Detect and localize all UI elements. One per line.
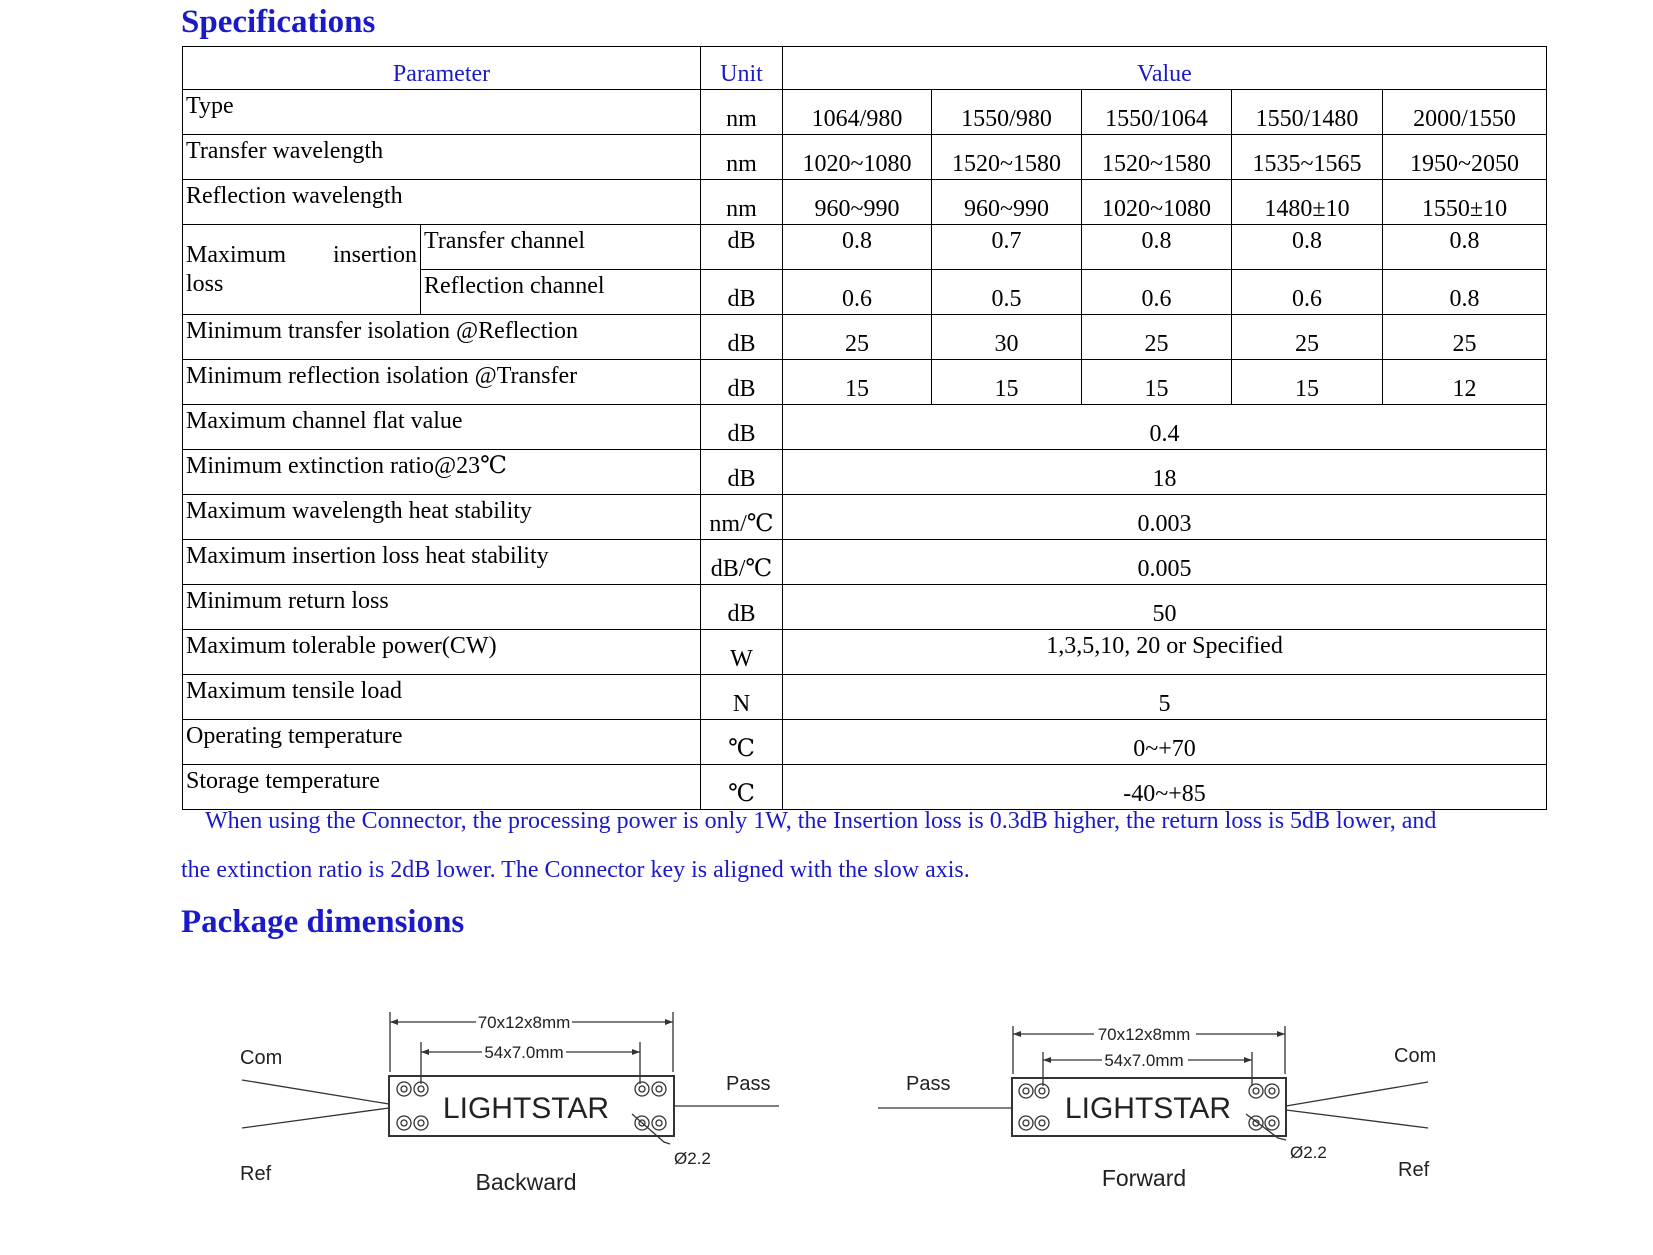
row-label: Transfer wavelength — [183, 135, 701, 180]
backward-diagram — [234, 1000, 794, 1200]
row-unit: dB — [701, 270, 783, 315]
row-label: Maximum channel flat value — [183, 405, 701, 450]
table-row — [183, 540, 1547, 585]
table-row — [183, 495, 1547, 540]
row-label: Type — [183, 90, 701, 135]
backward-port-ref: Ref — [240, 1163, 272, 1185]
value-cell: 0.6 — [1232, 270, 1383, 315]
value-cell: 960~990 — [932, 180, 1082, 225]
value-cell: 15 — [932, 360, 1082, 405]
value-cell: 0.8 — [783, 225, 932, 270]
forward-caption: Forward — [1101, 1165, 1187, 1191]
row-unit: nm — [701, 90, 783, 135]
backward-port-com: Com — [240, 1047, 283, 1069]
mil-label-word: insertion — [333, 241, 417, 268]
value-cell: 25 — [1232, 315, 1383, 360]
value-cell: 1950~2050 — [1383, 135, 1547, 180]
table-row — [183, 765, 1547, 810]
value-cell: 25 — [1383, 315, 1547, 360]
row-label: Reflection wavelength — [183, 180, 701, 225]
mil-label-word: Maximum — [186, 241, 286, 268]
sub-row-label: Reflection channel — [421, 270, 701, 315]
header-parameter: Parameter — [183, 47, 701, 90]
table-header-row — [183, 47, 1547, 90]
forward-dim-outer: 70x12x8mm — [1097, 1025, 1191, 1044]
value-cell: 1550/980 — [932, 90, 1082, 135]
row-label: Maximum tensile load — [183, 675, 701, 720]
value-cell: 1550/1480 — [1232, 90, 1383, 135]
table-row — [183, 405, 1547, 450]
connector-note-line1: When using the Connector, the processing power is only 1W, the Insertion loss is 0.3dB higher, the return loss is 5dB lower, and — [205, 808, 1437, 834]
header-unit: Unit — [701, 47, 783, 90]
value-cell: 15 — [1082, 360, 1232, 405]
value-cell: 30 — [932, 315, 1082, 360]
value-cell: 1480±10 — [1232, 180, 1383, 225]
value-cell: 2000/1550 — [1383, 90, 1547, 135]
value-cell: 18 — [783, 450, 1547, 495]
row-label: Maximum insertion loss heat stability — [183, 540, 701, 585]
forward-dim-inner: 54x7.0mm — [1104, 1051, 1184, 1070]
backward-brand-label: LIGHTSTAR — [442, 1092, 610, 1125]
row-label: Minimum reflection isolation @Transfer — [183, 360, 701, 405]
value-cell: 15 — [1232, 360, 1383, 405]
forward-port-ref: Ref — [1398, 1159, 1430, 1181]
table-row — [183, 630, 1547, 675]
row-unit: nm/℃ — [701, 495, 783, 540]
value-cell: 25 — [1082, 315, 1232, 360]
backward-port-pass: Pass — [726, 1073, 771, 1095]
row-unit: nm — [701, 180, 783, 225]
value-cell: 0.8 — [1383, 225, 1547, 270]
backward-dim-inner: 54x7.0mm — [484, 1043, 564, 1062]
backward-dim-outer: 70x12x8mm — [477, 1013, 571, 1032]
value-cell: 0.6 — [1082, 270, 1232, 315]
table-row — [183, 180, 1547, 225]
max-insertion-loss-label — [183, 225, 421, 315]
row-unit: ℃ — [701, 720, 783, 765]
value-cell: 1,3,5,10, 20 or Specified — [783, 630, 1547, 675]
row-label: Operating temperature — [183, 720, 701, 765]
row-unit: dB — [701, 315, 783, 360]
backward-caption: Backward — [475, 1169, 577, 1195]
value-cell: 0.4 — [783, 405, 1547, 450]
backward-diagram-svg — [234, 1000, 794, 1200]
row-unit: nm — [701, 135, 783, 180]
value-cell: 0~+70 — [783, 720, 1547, 765]
specifications-table — [182, 46, 1547, 810]
specifications-heading: Specifications — [181, 4, 376, 40]
table-row — [183, 675, 1547, 720]
row-unit: dB — [701, 450, 783, 495]
row-label: Minimum extinction ratio@23℃ — [183, 450, 701, 495]
mil-label-line2: loss — [186, 270, 224, 297]
value-cell: 0.7 — [932, 225, 1082, 270]
row-label: Maximum wavelength heat stability — [183, 495, 701, 540]
table-row — [183, 135, 1547, 180]
value-cell: 1535~1565 — [1232, 135, 1383, 180]
value-cell: 50 — [783, 585, 1547, 630]
value-cell: 1020~1080 — [783, 135, 932, 180]
forward-diameter: Ø2.2 — [1290, 1143, 1327, 1162]
row-label: Storage temperature — [183, 765, 701, 810]
value-cell: 0.8 — [1232, 225, 1383, 270]
forward-port-com: Com — [1394, 1045, 1436, 1067]
connector-note-line2: the extinction ratio is 2dB lower. The Connector key is aligned with the slow axis. — [181, 857, 970, 883]
row-unit: N — [701, 675, 783, 720]
row-unit: W — [701, 630, 783, 675]
row-label: Minimum transfer isolation @Reflection — [183, 315, 701, 360]
forward-diagram — [876, 1000, 1436, 1200]
value-cell: 5 — [783, 675, 1547, 720]
value-cell: -40~+85 — [783, 765, 1547, 810]
value-cell: 25 — [783, 315, 932, 360]
row-unit: dB — [701, 405, 783, 450]
row-unit: dB — [701, 360, 783, 405]
table-row — [183, 225, 1547, 270]
value-cell: 1520~1580 — [1082, 135, 1232, 180]
value-cell: 12 — [1383, 360, 1547, 405]
value-cell: 15 — [783, 360, 932, 405]
backward-diameter: Ø2.2 — [674, 1149, 711, 1168]
forward-brand-label: LIGHTSTAR — [1064, 1092, 1232, 1125]
value-cell: 0.6 — [783, 270, 932, 315]
value-cell: 1550/1064 — [1082, 90, 1232, 135]
row-unit: dB/℃ — [701, 540, 783, 585]
table-row — [183, 315, 1547, 360]
table-row — [183, 585, 1547, 630]
value-cell: 0.5 — [932, 270, 1082, 315]
forward-diagram-svg — [876, 1000, 1436, 1200]
value-cell: 0.003 — [783, 495, 1547, 540]
table-row — [183, 450, 1547, 495]
row-unit: dB — [701, 585, 783, 630]
value-cell: 1020~1080 — [1082, 180, 1232, 225]
package-dimensions-heading: Package dimensions — [181, 904, 465, 940]
value-cell: 0.8 — [1082, 225, 1232, 270]
table-row — [183, 720, 1547, 765]
row-unit: ℃ — [701, 765, 783, 810]
value-cell: 960~990 — [783, 180, 932, 225]
value-cell: 1520~1580 — [932, 135, 1082, 180]
sub-row-label: Transfer channel — [421, 225, 701, 270]
row-label: Maximum tolerable power(CW) — [183, 630, 701, 675]
value-cell: 0.8 — [1383, 270, 1547, 315]
table-row — [183, 90, 1547, 135]
value-cell: 1550±10 — [1383, 180, 1547, 225]
forward-port-pass: Pass — [906, 1073, 951, 1095]
row-label: Minimum return loss — [183, 585, 701, 630]
value-cell: 0.005 — [783, 540, 1547, 585]
table-row — [183, 360, 1547, 405]
value-cell: 1064/980 — [783, 90, 932, 135]
header-value: Value — [783, 47, 1547, 90]
row-unit: dB — [701, 225, 783, 270]
